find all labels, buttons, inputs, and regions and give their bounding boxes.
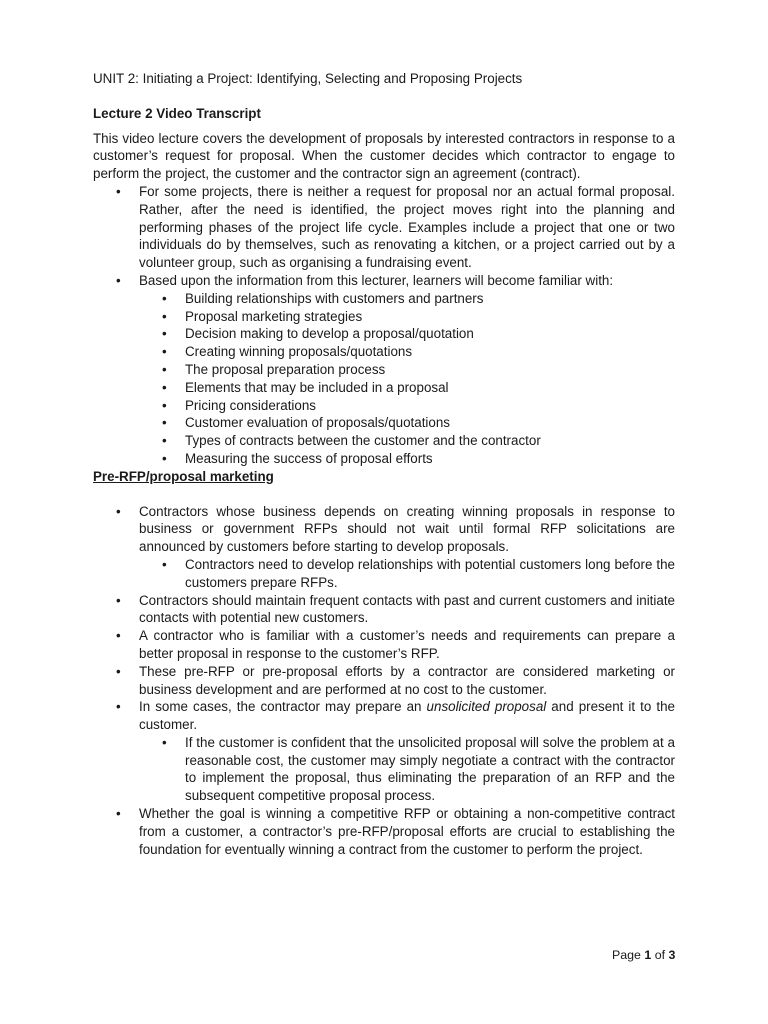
bullet-icon: •: [162, 308, 167, 324]
list-item-text: Based upon the information from this lecturer, learners will become familiar with:: [139, 272, 614, 288]
bullet-icon: •: [116, 503, 121, 519]
list-item: [93, 272, 675, 468]
list-item: [139, 325, 675, 343]
list-item: [93, 503, 675, 592]
list-item: [93, 627, 675, 663]
list-item: [139, 432, 675, 450]
list-item: [139, 397, 675, 415]
topic-text: Building relationships with customers and partners: [185, 290, 484, 306]
page-label: Page: [612, 948, 645, 962]
list-item-text: For some projects, there is neither a request for proposal nor an actual formal proposal. Rather, after the need is identified, the project moves right into the planning and performing phases of the project life cycle. Examples include a project that one or two individuals do by themselves, such as renovating a kitchen, or a project carried out by a volunteer group, such as organising a fundraising event.: [139, 183, 675, 271]
topic-text: Types of contracts between the customer and the contractor: [185, 433, 541, 449]
list-item: [93, 592, 675, 628]
list-item: [93, 663, 675, 699]
bullet-icon: •: [162, 397, 167, 413]
document-page: [93, 70, 675, 858]
list-item-text: Contractors whose business depends on creating winning proposals in response to business or government RFPs should not wait until formal RFP solicitations are announced by customers before starting to develop proposals.: [139, 503, 675, 555]
list-item: [139, 343, 675, 361]
bullet-icon: •: [116, 183, 121, 199]
topic-text: The proposal preparation process: [185, 361, 386, 377]
blank-line: [93, 486, 675, 503]
sub-item-text: Contractors need to develop relationships with potential customers long before the customers prepare RFPs.: [185, 556, 675, 590]
intro-bullet-list: [93, 183, 675, 468]
page-of-label: of: [651, 948, 669, 962]
total-pages-number: 3: [668, 948, 676, 962]
topic-text: Elements that may be included in a proposal: [185, 379, 449, 395]
bullet-icon: •: [162, 290, 167, 306]
topic-text: Customer evaluation of proposals/quotations: [185, 415, 450, 431]
sub-item-text: If the customer is confident that the unsolicited proposal will solve the problem at a reasonable cost, the customer may simply negotiate a contract with the contractor to implement the proposal, thus eliminating the preparation of an RFP and the subsequent competitive proposal process.: [185, 734, 675, 804]
bullet-icon: •: [116, 628, 121, 644]
list-item: [93, 183, 675, 272]
list-item-text: A contractor who is familiar with a customer’s needs and requirements can prepare a better proposal in response to the customer’s RFP.: [139, 628, 675, 661]
list-item: [139, 450, 675, 468]
list-item: [139, 379, 675, 397]
bullet-icon: •: [116, 272, 121, 288]
bullet-icon: •: [162, 361, 167, 377]
bullet-icon: •: [162, 415, 167, 431]
bullet-icon: •: [116, 663, 121, 679]
list-item-text: [139, 699, 675, 732]
list-item-text: Contractors should maintain frequent contacts with past and current customers and initiate contacts with potential new customers.: [139, 592, 675, 626]
bullet-icon: •: [162, 450, 167, 466]
list-item-text: Whether the goal is winning a competitive RFP or obtaining a non-competitive contract from a customer, a contractor’s pre-RFP/proposal efforts are crucial to establishing the foundation for eventually winning a contract from the customer to perform the project.: [139, 806, 675, 857]
sub-list: [139, 556, 675, 592]
topic-text: Measuring the success of proposal efforts: [185, 450, 433, 466]
list-item: [139, 556, 675, 592]
bullet-icon: •: [162, 344, 167, 360]
bullet-icon: •: [116, 806, 121, 822]
section-heading: Pre-RFP/proposal marketing: [93, 468, 274, 484]
list-item: [139, 734, 675, 805]
list-item: [139, 308, 675, 326]
topic-text: Pricing considerations: [185, 397, 316, 413]
list-item: [93, 805, 675, 858]
list-item: [139, 290, 675, 308]
bullet-icon: •: [162, 326, 167, 342]
list-item: [139, 414, 675, 432]
intro-paragraph: This video lecture covers the development of proposals by interested contractors in response to a customer’s request for proposal. When the customer decides which contractor to engage to perform the project, the customer and the contractor sign an agreement (contract).: [93, 130, 675, 182]
topics-list: [139, 290, 675, 468]
list-item: [139, 361, 675, 379]
text-run: In some cases, the contractor may prepare an: [139, 699, 427, 715]
unit-title: UNIT 2: Initiating a Project: Identifying, Selecting and Proposing Projects: [93, 71, 523, 86]
current-page-number: 1: [644, 948, 652, 962]
text-run: and present it to the customer.: [139, 699, 676, 733]
bullet-icon: •: [162, 734, 167, 750]
list-item: [93, 698, 675, 805]
section-bullet-list: [93, 503, 675, 859]
topic-text: Proposal marketing strategies: [185, 308, 363, 324]
page-footer: [612, 947, 675, 965]
list-item-text: These pre-RFP or pre-proposal efforts by a contractor are considered marketing or business development and are performed at no cost to the customer.: [139, 663, 675, 697]
bullet-icon: •: [116, 699, 121, 715]
lecture-title: Lecture 2 Video Transcript: [93, 105, 261, 121]
bullet-icon: •: [162, 556, 167, 572]
sub-list: [139, 734, 675, 805]
bullet-icon: •: [162, 433, 167, 449]
emphasis-text: unsolicited proposal: [426, 699, 547, 715]
topic-text: Creating winning proposals/quotations: [185, 344, 413, 360]
bullet-icon: •: [162, 379, 167, 395]
topic-text: Decision making to develop a proposal/quotation: [185, 326, 474, 342]
bullet-icon: •: [116, 592, 121, 608]
